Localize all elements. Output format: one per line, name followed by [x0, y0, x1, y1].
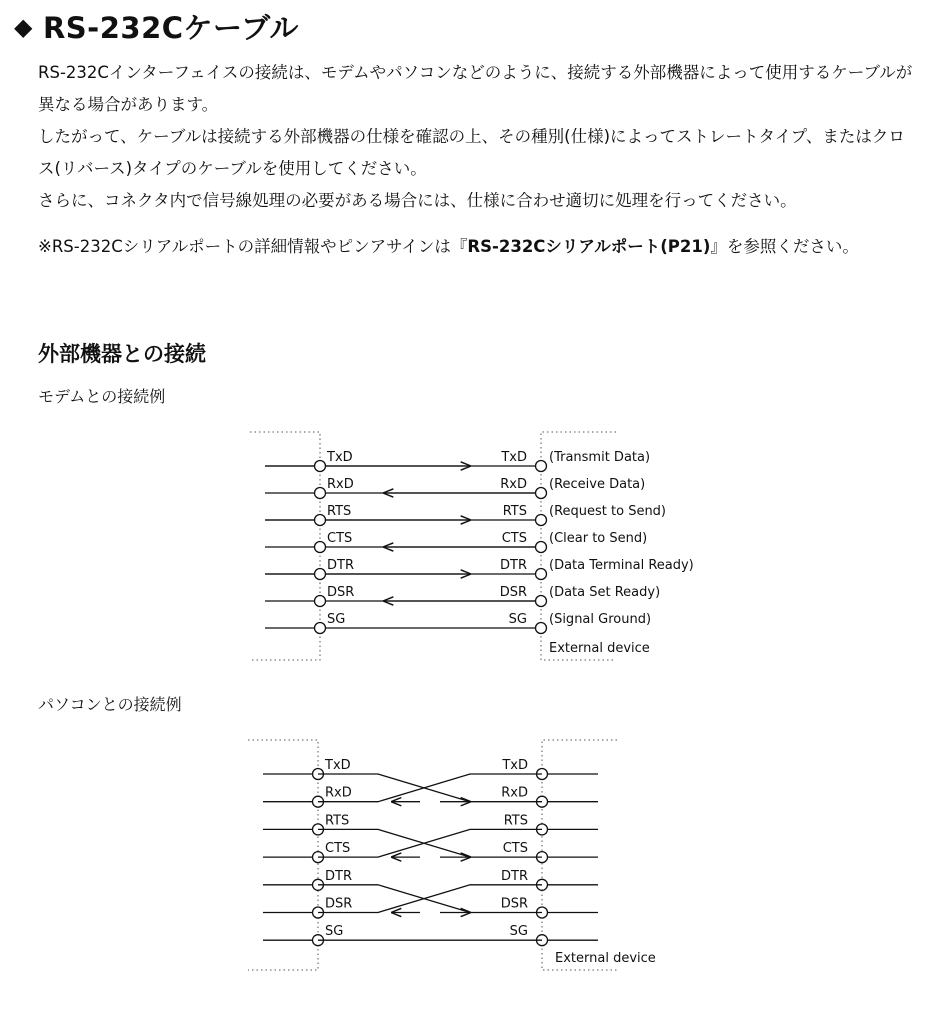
external-device-label: External device [549, 641, 650, 656]
modem-caption: モデムとの接続例 [38, 387, 166, 406]
left-signal-label-cts: CTS [327, 531, 353, 546]
left-signal-label-txd: TxD [327, 450, 353, 465]
right-signal-label-txd: TxD [502, 758, 528, 773]
left-signal-label-rxd: RxD [327, 477, 354, 492]
right-pin-dsr [536, 596, 547, 607]
right-signal-label-sg: SG [508, 612, 527, 627]
subsection-title: 外部機器との接続 [38, 342, 206, 366]
left-pin-dsr [315, 596, 326, 607]
left-pin-txd [315, 461, 326, 472]
modem-wiring-diagram [250, 432, 694, 660]
intro-paragraph-2: したがって、ケーブルは接続する外部機器の仕様を確認の上、その種別(仕様)によってストレートタイプ、またはクロス(リバース)タイプのケーブルを使用してください。 [38, 127, 905, 178]
signal-description-cts: (Clear to Send) [549, 531, 648, 546]
note-suffix: 』を参照ください。 [710, 237, 859, 256]
left-signal-label-rts: RTS [325, 813, 350, 829]
left-signal-label-rxd: RxD [325, 785, 352, 801]
right-signal-label-dsr: DSR [499, 585, 527, 600]
right-signal-label-rts: RTS [502, 504, 527, 519]
section-title-text: RS-232Cケーブル [42, 11, 299, 45]
external-device-label: External device [555, 951, 656, 966]
signal-description-dtr: (Data Terminal Ready) [549, 558, 694, 573]
right-pin-sg [536, 623, 547, 634]
left-signal-label-dsr: DSR [327, 585, 355, 600]
signal-description-rxd: (Receive Data) [549, 477, 646, 492]
right-pin-dtr [536, 569, 547, 580]
left-signal-label-dtr: DTR [325, 868, 352, 884]
note-reference-link[interactable]: RS-232Cシリアルポート(P21) [467, 237, 711, 256]
signal-description-rts: (Request to Send) [549, 504, 667, 519]
left-signal-label-cts: CTS [325, 841, 351, 857]
diamond-bullet-icon: ◆ [14, 13, 33, 41]
left-pin-dtr [315, 569, 326, 580]
right-signal-label-cts: CTS [502, 841, 528, 857]
left-signal-label-sg: SG [325, 924, 344, 940]
intro-paragraph-3: さらに、コネクタ内で信号線処理の必要がある場合には、仕様に合わせ適切に処理を行ってください。 [38, 191, 797, 210]
signal-description-txd: (Transmit Data) [549, 450, 651, 465]
pc-wiring-diagram [248, 740, 656, 970]
left-pin-rts [315, 515, 326, 526]
left-signal-label-rts: RTS [327, 504, 352, 519]
left-signal-label-dtr: DTR [327, 558, 354, 573]
right-signal-label-dtr: DTR [501, 868, 528, 884]
intro-paragraph-1: RS-232Cインターフェイスの接続は、モデムやパソコンなどのように、接続する外部機器によって使用するケーブルが異なる場合があります。 [38, 63, 913, 114]
note-prefix: ※RS-232Cシリアルポートの詳細情報やピンアサインは『 [38, 237, 468, 256]
right-signal-label-cts: CTS [501, 531, 527, 546]
pc-caption: パソコンとの接続例 [38, 695, 182, 714]
right-signal-label-rxd: RxD [501, 785, 528, 801]
left-pin-cts [315, 542, 326, 553]
signal-description-sg: (Signal Ground) [549, 612, 652, 627]
right-signal-label-dtr: DTR [500, 558, 527, 573]
right-pin-rxd [536, 488, 547, 499]
right-pin-rts [536, 515, 547, 526]
left-pin-rxd [315, 488, 326, 499]
right-signal-label-rts: RTS [503, 813, 528, 829]
right-signal-label-txd: TxD [501, 450, 527, 465]
right-signal-label-rxd: RxD [500, 477, 527, 492]
signal-description-dsr: (Data Set Ready) [549, 585, 661, 600]
left-signal-label-dsr: DSR [325, 896, 353, 912]
right-signal-label-sg: SG [509, 924, 528, 940]
right-signal-label-dsr: DSR [500, 896, 528, 912]
right-pin-cts [536, 542, 547, 553]
left-signal-label-sg: SG [327, 612, 346, 627]
right-pin-txd [536, 461, 547, 472]
left-signal-label-txd: TxD [325, 758, 351, 773]
left-pin-sg [315, 623, 326, 634]
